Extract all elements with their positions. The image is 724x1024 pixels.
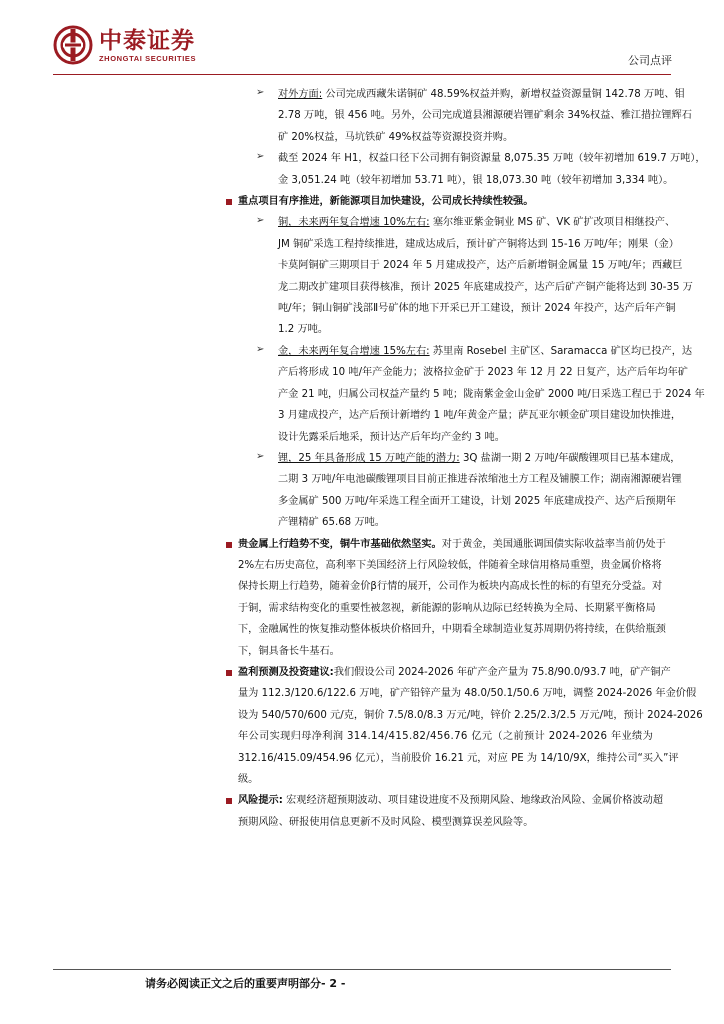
square-bullet-icon [226,542,232,548]
arrow-bullet-icon: ➢ [256,450,265,462]
gold-line2: 产后将形成 10 吨/年产金能力；波格拉金矿于 2023 年 12 月 22 日复产，达产后年均年矿 [278,367,688,379]
lithium-line3: 多金属矿 500 万吨/年采选工程全面开工建设，计划 2025 年底建成投产、达产后预期年 [278,495,676,507]
lithium-heading: 锂，25 年具备形成 15 万吨产能的潜力: [278,452,460,464]
company-logo [53,25,196,65]
metals-line4: 于铜，需求结构变化的重要性被忽视，新能源的影响从边际已经转换为全局、长期紧平衡格局 [238,602,656,614]
lithium-line4: 产锂精矿 65.68 万吨。 [278,517,385,529]
arrow-bullet-icon: ➢ [256,87,265,98]
logo-en: ZHONGTAI SECURITIES [99,53,197,63]
copper-line4: 龙二期改扩建项目获得核准，预计 2025 年底建成投产，达产后矿产铜产能将达到 30-35 万 [278,281,693,293]
metals-line1: 对于黄金，美国通胀调国债实际收益率当前仍处于 [441,538,666,550]
external-heading: 对外方面: [278,89,323,100]
copper-line2: JM 铜矿采选工程持续推进，建成达成后，预计矿产铜将达到 15-16 万吨/年；刚果（金） [278,238,679,250]
gold-line4: 3 月建成投产，达产后预计新增约 1 吨/年黄金产量；萨瓦亚尔顿金矿项目建设加快推进， [278,410,682,422]
external-acquisitions [256,84,708,148]
resource-reserves [256,148,708,191]
copper-line6: 1.2 万吨。 [278,324,329,336]
page-header [0,0,724,80]
resources-line1: 截至 2024 年 H1，权益口径下公司拥有铜资源量 8,075.35 万吨（较年初增加 619.7 万吨）， [278,153,706,165]
metals-line5: 下，金融属性的恢复推动整体板块价格回升，中期看全球制造业复苏周期仍将持续，在供给瓶颈 [238,624,666,636]
risk-line2: 预期风险、研报使用信息更新不及时风险、模型测算误差风险等。 [238,816,534,828]
risk-heading: 风险提示: [238,795,283,807]
metals-line3: 保持长期上行趋势，随着金价β行情的展开，公司作为板块内高成长性的标的有望充分受益。对 [238,581,663,593]
forecast-line5: 312.16/415.09/454.96 亿元），当前股价 16.21 元，对应 PE 为 14/10/9X，维持公司“买入”评 [238,752,679,764]
copper-heading: 铜，未来两年复合增速 10%左右: [278,217,430,229]
arrow-bullet-icon: ➢ [256,215,265,227]
forecast-line1: 我们假设公司 2024-2026 年矿产金产量为 75.8/90.0/93.7 吨，矿产铜产 [333,666,671,678]
arrow-bullet-icon: ➢ [256,343,265,355]
copper-line3: 卡莫阿铜矿三期项目于 2024 年 5 月建成投产，达产后新增铜金属量 15 万吨/年；西藏巨 [278,260,683,272]
page-number: - 2 - [321,977,346,990]
disclaimer-note: 请务必阅读正文之后的重要声明部分 [145,977,321,990]
gold-line3: 产金 21 吨，归属公司权益产量约 5 吨；陇南紫金金山金矿 2000 吨/日采选工程已于 2024 年 [278,388,705,400]
forecast-heading: 盈利预测及投资建议: [238,666,334,678]
forecast-line6: 级。 [238,774,259,785]
page-footer [145,975,345,991]
gold-projects [256,341,708,448]
forecast-line3: 设为 540/570/600 元/克，铜价 7.5/8.0/8.3 万元/吨，锌价 2.25/2.3/2.5 万元/吨，预计 2024-2026 [238,709,703,721]
document-type: 公司点评 [628,54,672,67]
lithium-projects [256,448,708,534]
metals-line6: 下，铜具备长牛基石。 [238,645,340,657]
zhongtai-logo-icon [53,25,93,65]
lithium-line2: 二期 3 万吨/年电池碳酸锂项目目前正推进吞浓缩池土方工程及铺膜工作；湖南湘源硬岩锂 [278,474,682,486]
lithium-line1: 3Q 盐湖一期 2 万吨/年碳酸锂项目已基本建成， [459,452,681,464]
risk-line1: 宏观经济超预期波动、项目建设进度不及预期风险、地缘政治风险、金属价格波动超 [282,795,663,807]
header-divider [53,74,671,75]
logo-cn: 中泰证券 [99,27,195,54]
resources-line2: 金 3,051.24 吨（较年初增加 53.71 吨），银 18,073.30 吨（较年初增加 3,334 吨）。 [278,174,674,186]
arrow-bullet-icon: ➢ [256,151,265,163]
square-bullet-icon [226,199,232,205]
copper-line1: 塞尔维亚紫金铜业 MS 矿、VK 矿扩改项目相继投产、 [429,217,676,229]
section-metals-outlook [228,534,708,662]
external-line2: 2.78 万吨，银 456 吨。另外，公司完成道县湘源硬岩锂矿剩余 34%权益、雅江措拉锂辉石 [278,110,692,122]
gold-line5: 设计先露采后地采，预计达产后年均产金约 3 吨。 [278,431,505,443]
square-bullet-icon [226,670,232,676]
section-key-projects [228,191,708,212]
section-risks [228,790,708,833]
footer-divider [53,969,671,970]
section-title: 重点项目有序推进，新能源项目加快建设，公司成长持续性较强。 [238,196,534,208]
gold-line1: 苏里南 Rosebel 主矿区、Saramacca 矿区均已投产，达 [429,345,693,357]
forecast-line4: 年公司实现归母净利润 314.14/415.82/456.76 亿元（之前预计 2024-2026 年业绩为 [238,731,654,743]
square-bullet-icon [226,798,232,804]
gold-heading: 金，未来两年复合增速 15%左右: [278,345,430,357]
external-line3: 矿 20%权益，马坑铁矿 49%权益等资源投资并购。 [278,131,514,143]
copper-projects [256,212,708,340]
external-line1: 公司完成西藏朱诺铜矿 48.59%权益并购，新增权益资源量铜 142.78 万吨、钼 [322,89,685,100]
forecast-line2: 量为 112.3/120.6/122.6 万吨，矿产铅锌产量为 48.0/50.1/50.6 万吨，调整 2024-2026 年金价假 [238,688,697,700]
report-body [228,84,708,833]
metals-heading: 贵金属上行趋势不变，铜牛市基础依然坚实。 [238,538,442,550]
copper-line5: 吨/年；铜山铜矿浅部Ⅱ号矿体的地下开采已开工建设，预计 2024 年投产，达产后年产铜 [278,303,676,315]
metals-line2: 2%左右历史高位，高利率下美国经济上行风险较低，伴随着全球信用格局重塑，贵金属价格将 [238,559,662,571]
section-forecast [228,662,708,790]
